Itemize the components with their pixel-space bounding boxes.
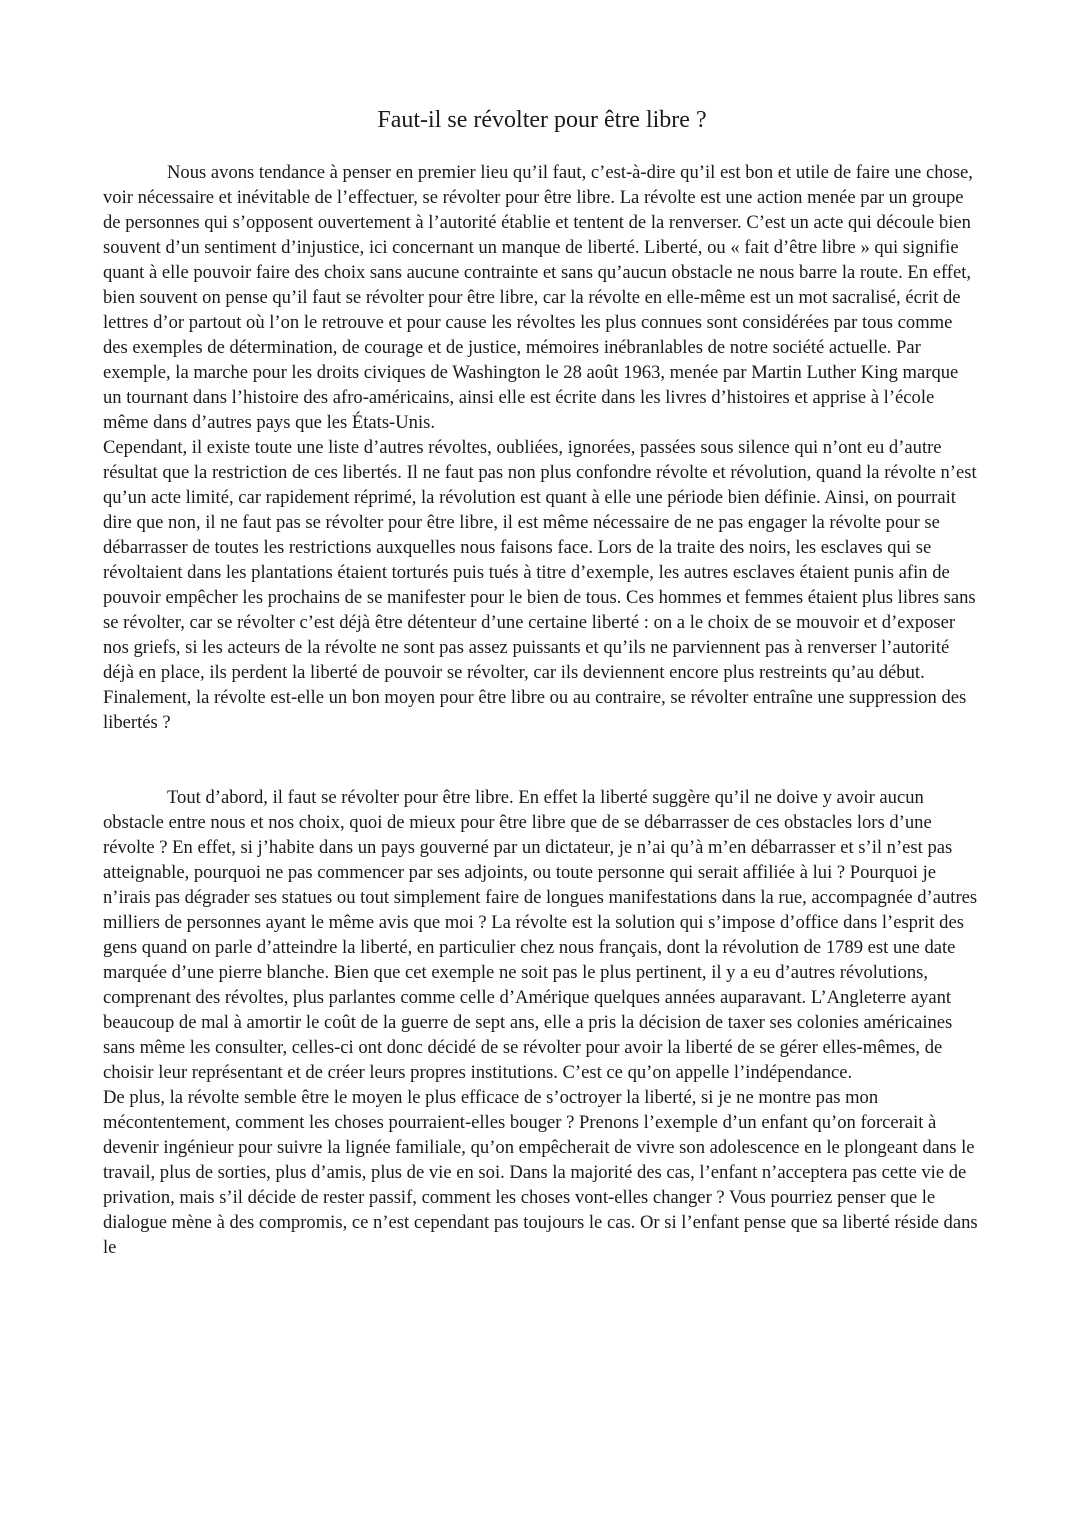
section-spacer: [103, 735, 981, 785]
problematic-paragraph: Finalement, la révolte est-elle un bon moyen pour être libre ou au contraire, se révolter entraîne une suppression des libertés ?: [103, 687, 967, 733]
body-paragraph-1: Tout d’abord, il faut se révolter pour être libre. En effet la liberté suggère qu’il ne doive y avoir aucun obstacle entre nous et nos choix, quoi de mieux pour être libre que de se débarrasser de ces obstacles lors d’une révolte ? En effet, si j’habite dans un pays gouverné par un dictateur, je n’ai qu’à m’en débarrasser et s’il n’est pas atteignable, pourquoi ne pas commencer par ses adjoints, ou toute personne qui serait affiliée à lui ? Pourquoi je n’irais pas dégrader ses statues ou tout simplement faire de longues manifestations dans la rue, accompagnée d’autres milliers de personnes ayant le même avis que moi ? La révolte est la solution qui s’impose d’office dans l’esprit des gens quand on parle d’atteindre la liberté, en particulier chez nous français, dont la révolution de 1789 est une date marquée d’une pierre blanche. Bien que cet exemple ne soit pas le plus pertinent, il y a eu d’autres révolutions, comprenant des révoltes, plus parlantes comme celle d’Amérique quelques années auparavant. L’Angleterre ayant beaucoup de mal à amortir le coût de la guerre de sept ans, elle a pris la décision de taxer ses colonies américaines sans même les consulter, celles-ci ont donc décidé de se révolter pour avoir la liberté de se gérer elles-mêmes, de choisir leur représentant et de créer leurs propres institutions. C’est ce qu’on appelle l’indépendance.: [103, 787, 978, 1083]
document-title: Faut-il se révolter pour être libre ?: [377, 107, 707, 133]
document-page: [103, 104, 981, 1260]
body-paragraph-2: De plus, la révolte semble être le moyen le plus efficace de s’octroyer la liberté, si je ne montre pas mon mécontentement, comment les choses pourraient-elles bouger ? Prenons l’exemple d’un enfant qu’on forcerait à devenir ingénieur pour suivre la lignée familiale, qu’on empêcherait de vivre son adolescence en le plongeant dans le travail, plus de sorties, plus d’amis, plus de vie en soi. Dans la majorité des cas, l’enfant n’acceptera pas cette vie de privation, mais s’il décide de rester passif, comment les choses vont-elles changer ? Vous pourriez penser que le dialogue mène à des compromis, ce n’est cependant pas toujours le cas. Or si l’enfant pense que sa liberté réside dans le: [103, 1087, 978, 1258]
intro-paragraph-2: Cependant, il existe toute une liste d’autres révoltes, oubliées, ignorées, passées sous silence qui n’ont eu d’autre résultat que la restriction de ces libertés. Il ne faut pas non plus confondre révolte et révolution, quand la révolte n’est qu’un acte limité, car rapidement réprimé, la révolution est quant à elle une période bien définie. Ainsi, on pourrait dire que non, il ne faut pas se révolter pour être libre, il est même nécessaire de ne pas engager la révolte pour se débarrasser de toutes les restrictions auxquelles nous faisons face. Lors de la traite des noirs, les esclaves qui se révoltaient dans les plantations étaient torturés puis tués à titre d’exemple, les autres esclaves étaient punis afin de pouvoir empêcher les prochains de se manifester pour le bien de tous. Ces hommes et femmes étaient plus libres sans se révolter, car se révolter c’est déjà être détenteur d’une certaine liberté : on a le choix de se mouvoir et d’exposer nos griefs, si les acteurs de la révolte ne sont pas assez puissants et qu’ils ne parviennent pas à renverser l’autorité déjà en place, ils perdent la liberté de pouvoir se révolter, car ils deviennent encore plus restreints qu’au début.: [103, 437, 977, 683]
intro-paragraph-1: Nous avons tendance à penser en premier lieu qu’il faut, c’est-à-dire qu’il est bon et utile de faire une chose, voir nécessaire et inévitable de l’effectuer, se révolter pour être libre. La révolte est une action menée par un groupe de personnes qui s’opposent ouvertement à l’autorité établie et tentent de la renverser. C’est un acte qui découle bien souvent d’un sentiment d’injustice, ici concernant un manque de liberté. Liberté, ou « fait d’être libre » qui signifie quant à elle pouvoir faire des choix sans aucune contrainte et sans qu’aucun obstacle ne nous barre la route. En effet, bien souvent on pense qu’il faut se révolter pour être libre, car la révolte en elle-même est un mot sacralisé, écrit de lettres d’or partout où l’on le retrouve et pour cause les révoltes les plus connues sont considérées par tous comme des exemples de détermination, de courage et de justice, mémoires inébranlables de notre société actuelle. Par exemple, la marche pour les droits civiques de Washington le 28 août 1963, menée par Martin Luther King marque un tournant dans l’histoire des afro-américains, ainsi elle est écrite dans les livres d’histoires et apprise à l’école même dans d’autres pays que les États-Unis.: [103, 162, 973, 433]
